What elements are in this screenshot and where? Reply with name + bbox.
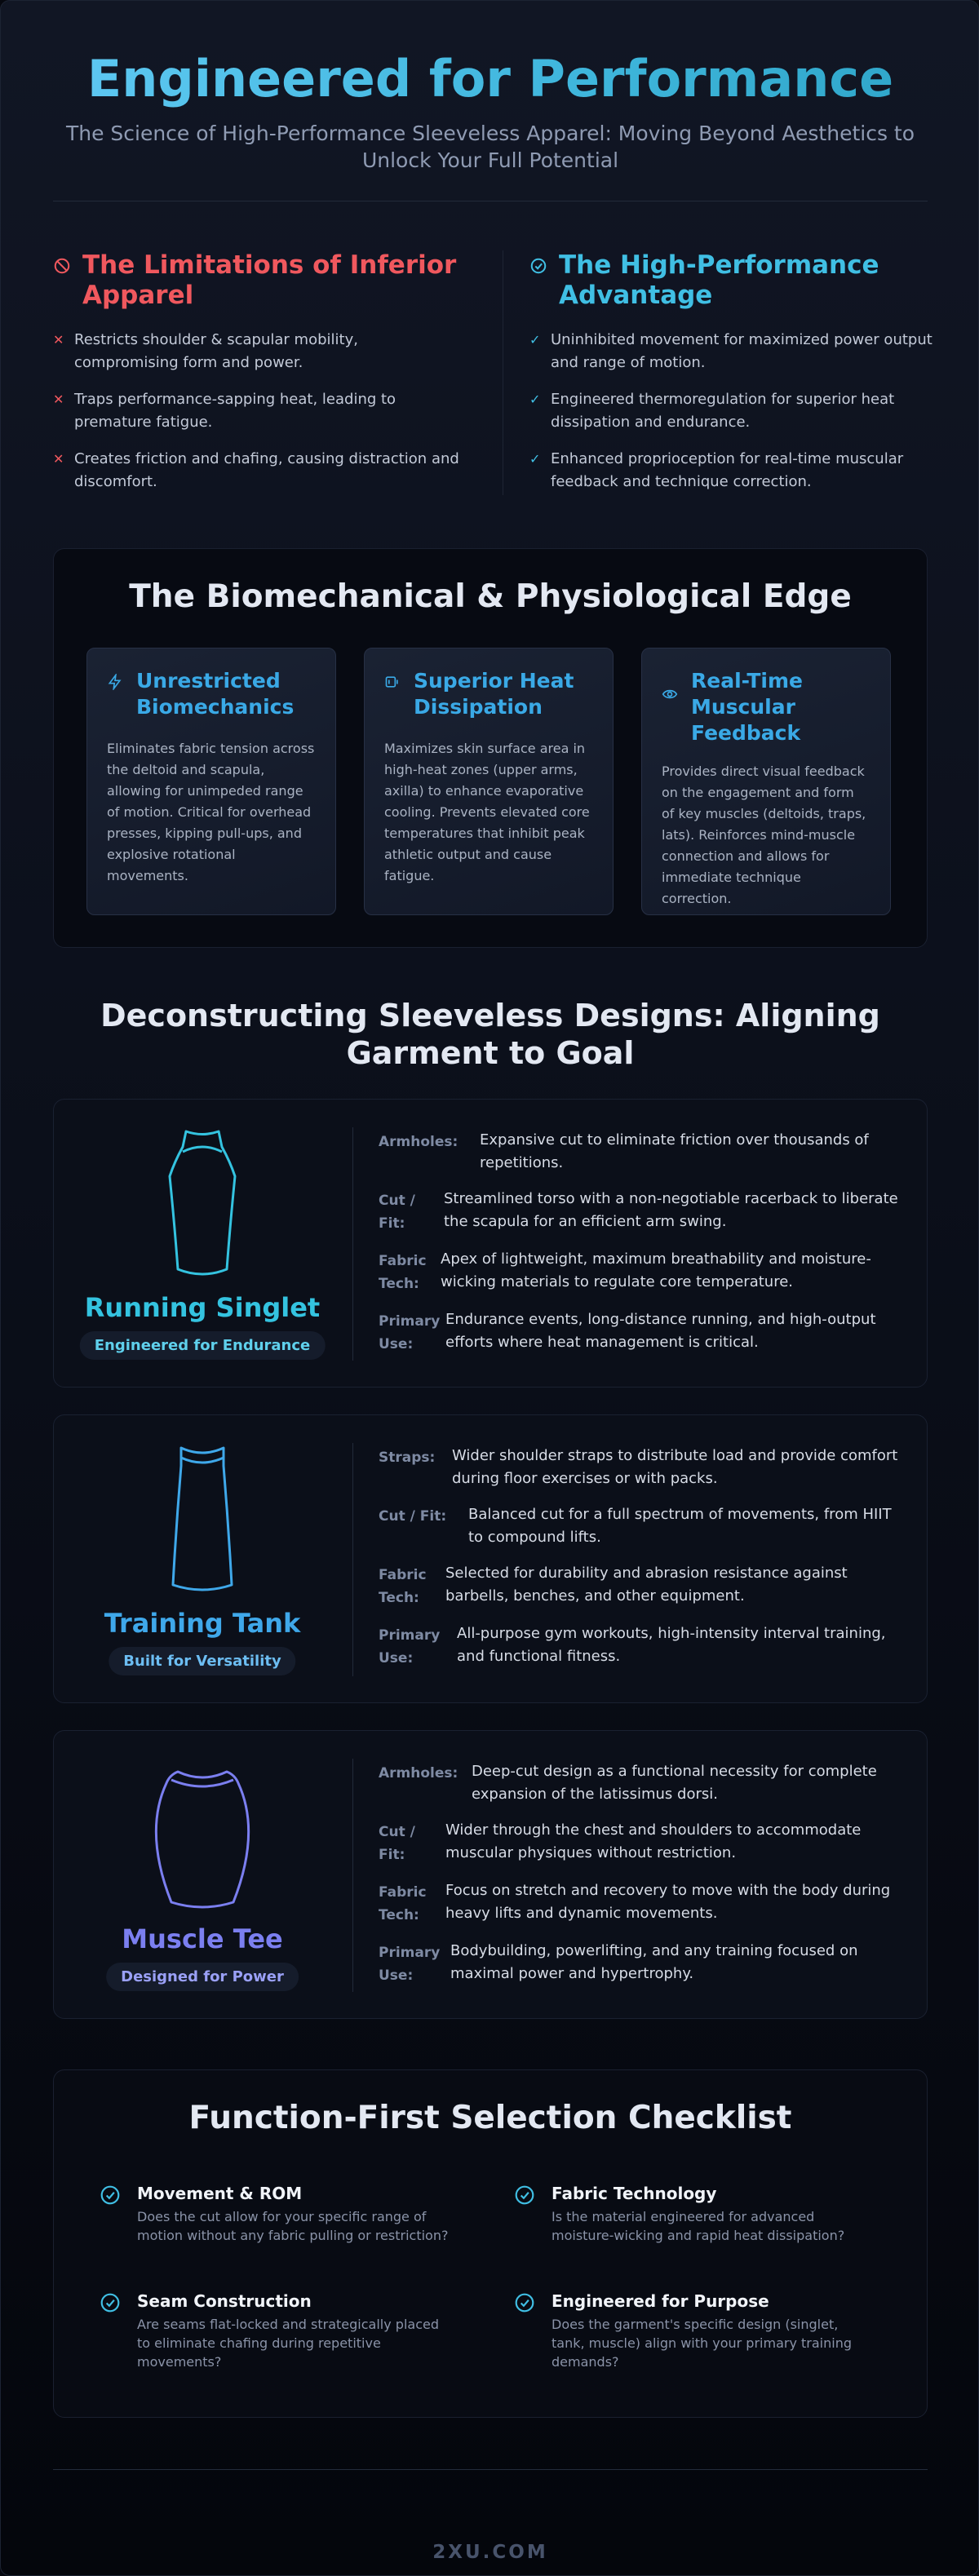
spec-row: Primary Use: Endurance events, long-distance running, and high-output efforts where heat management is critical. (379, 1311, 876, 1352)
garment-specs (379, 1760, 901, 2000)
limitation-item: ✕ Traps performance-sapping heat, leading to premature fatigue. (53, 388, 461, 434)
edge-panel (53, 548, 928, 948)
garment-badge: Designed for Power (106, 1963, 299, 1991)
checklist-item: Engineered for Purpose Does the garment's specific design (singlet, tank, muscle) align with your primary training demands? (514, 2291, 865, 2371)
cross-icon: ✕ (53, 332, 64, 347)
check-icon: ✓ (529, 392, 541, 407)
designs-title: Deconstructing Sleeveless Designs: Aligning Garment to Goal (100, 998, 880, 1071)
eye-icon (662, 686, 678, 702)
garment-card-singlet (53, 1099, 928, 1388)
advantage-item: ✓ Enhanced proprioception for real-time muscular feedback and technique correction. (529, 448, 937, 494)
limitations-column (53, 250, 461, 507)
ban-icon (53, 257, 71, 275)
check-icon: ✓ (529, 332, 541, 347)
garment-name: Muscle Tee (122, 1923, 283, 1954)
spec-row: Armholes: Expansive cut to eliminate friction over thousands of repetitions. (379, 1131, 869, 1171)
comparison-section (53, 250, 932, 495)
spec-row: Cut / Fit: Balanced cut for a full spectrum of movements, from HIIT to compound lifts. (379, 1506, 892, 1546)
header (53, 50, 928, 174)
check-circle-icon (514, 2292, 535, 2313)
tank-icon (153, 1443, 251, 1598)
edge-card-heat: Superior Heat Dissipation Maximizes skin surface area in high-heat zones (upper arms, axilla) to enhance evaporative cooling. Prevents elevated core temperatures that inhibit peak athletic output and cause fatigue. (364, 648, 614, 915)
spec-row: Primary Use: All-purpose gym workouts, high-intensity interval training, and functional fitness. (379, 1625, 886, 1666)
check-icon: ✓ (529, 451, 541, 467)
spec-row: Cut / Fit: Wider through the chest and shoulders to accommodate muscular physiques without restriction. (379, 1821, 862, 1863)
page-title: Engineered for Performance (53, 50, 928, 108)
edge-card-feedback: Real-Time Muscular Feedback Provides direct visual feedback on the engagement and form of key muscles (deltoids, traps, lats). Reinforces mind-muscle connection and allows for immediate technique correction. (641, 648, 891, 915)
garment-name: Training Tank (104, 1608, 301, 1639)
spec-row: Primary Use: Bodybuilding, powerlifting, and any training focused on maximal power and hypertrophy. (379, 1942, 858, 1984)
checklist-panel (53, 2069, 928, 2418)
spec-row: Fabric Tech: Apex of lightweight, maximum breathability and moisture-wicking materials to regulate core temperature. (379, 1250, 871, 1292)
garment-card-tank (53, 1414, 928, 1703)
limitation-item: ✕ Restricts shoulder & scapular mobility, compromising form and power. (53, 329, 461, 374)
spec-row: Fabric Tech: Selected for durability and abrasion resistance against barbells, benches, and other equipment. (379, 1565, 848, 1606)
lightning-icon (107, 674, 123, 690)
muscle-tee-icon (153, 1759, 251, 1914)
spec-row: Fabric Tech: Focus on stretch and recovery to move with the body during heavy lifts and dynamic movements. (379, 1882, 891, 1923)
spec-row: Armholes: Deep-cut design as a functional necessity for complete expansion of the latissimus dorsi. (379, 1763, 877, 1803)
checklist-title: Function-First Selection Checklist (188, 2100, 792, 2136)
garment-badge: Built for Versatility (109, 1647, 295, 1675)
footer-brand[interactable]: 2XU.COM (432, 2542, 548, 2563)
advantage-item: ✓ Uninhibited movement for maximized power output and range of motion. (529, 329, 937, 374)
garment-divider (352, 1127, 353, 1361)
cross-icon: ✕ (53, 392, 64, 407)
check-circle-icon (529, 257, 547, 275)
singlet-icon (153, 1127, 251, 1282)
garment-badge: Engineered for Endurance (80, 1331, 326, 1360)
spec-row: Cut / Fit: Streamlined torso with a non-negotiable racerback to liberate the scapula for an efficient arm swing. (379, 1190, 898, 1232)
garment-name: Running Singlet (84, 1292, 321, 1323)
checklist-item: Seam Construction Are seams flat-locked and strategically placed to eliminate chafing during repetitive movements? (100, 2291, 450, 2371)
advantage-item: ✓ Engineered thermoregulation for superior heat dissipation and endurance. (529, 388, 937, 434)
check-circle-icon (100, 2292, 121, 2313)
advantages-column (529, 250, 937, 507)
advantages-title: The High-Performance Advantage (559, 250, 879, 310)
spec-row: Straps: Wider shoulder straps to distribute load and provide comfort during floor exercises or with packs. (379, 1447, 898, 1487)
garment-specs (379, 1445, 901, 1683)
cross-icon: ✕ (53, 451, 64, 467)
footer-divider (53, 2469, 928, 2470)
garment-divider (352, 1443, 353, 1676)
check-circle-icon (100, 2184, 121, 2206)
garment-divider (352, 1759, 353, 1992)
garment-card-muscle-tee (53, 1730, 928, 2019)
garment-specs (379, 1129, 901, 1369)
page-subtitle: The Science of High-Performance Sleeveless Apparel: Moving Beyond Aesthetics to Unlock Your Full Potential (65, 122, 915, 172)
check-circle-icon (514, 2184, 535, 2206)
edge-title: The Biomechanical & Physiological Edge (129, 578, 852, 615)
checklist-item: Fabric Technology Is the material engineered for advanced moisture-wicking and rapid heat dissipation? (514, 2183, 865, 2245)
checklist-item: Movement & ROM Does the cut allow for your specific range of motion without any fabric pulling or restriction? (100, 2183, 450, 2245)
limitations-title: The Limitations of Inferior Apparel (82, 250, 457, 310)
edge-card-biomechanics: Unrestricted Biomechanics Eliminates fabric tension across the deltoid and scapula, allowing for unimpeded range of motion. Critical for overhead presses, kipping pull-ups, and explosive rotational movements. (86, 648, 336, 915)
thermometer-icon (384, 674, 401, 690)
limitation-item: ✕ Creates friction and chafing, causing distraction and discomfort. (53, 448, 461, 494)
